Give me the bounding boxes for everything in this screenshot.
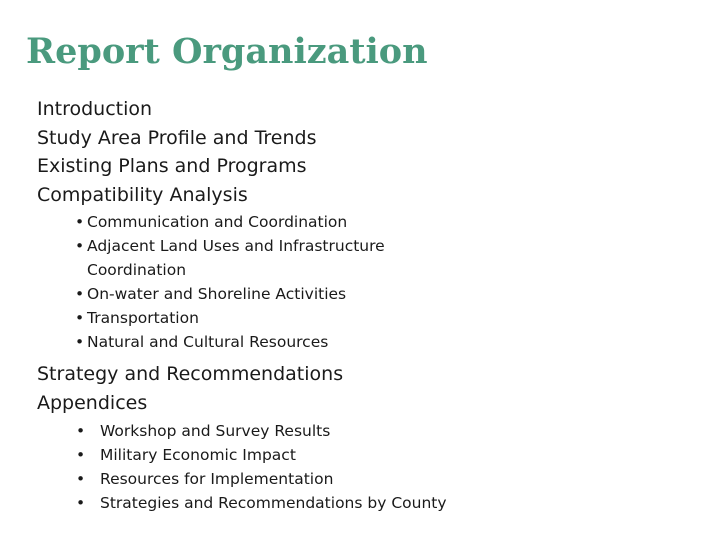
bullet-icon: • [75, 213, 85, 231]
list-item [76, 467, 697, 491]
list-item [75, 330, 417, 354]
outline-item-compatibility: Compatibility Analysis [37, 183, 248, 206]
bullet-icon: • [76, 446, 86, 464]
bullet-icon: • [76, 470, 86, 488]
outline-item-study-area: Study Area Profile and Trends [37, 126, 317, 149]
sublist-item-label: Communication and Coordination [87, 213, 348, 231]
bullet-icon: • [75, 285, 85, 303]
list-item [75, 282, 417, 306]
outline-item-introduction: Introduction [37, 98, 153, 120]
appendix-sublist [76, 417, 697, 515]
sublist-item-label: On-water and Shoreline Activities [87, 285, 347, 303]
sublist-item-label: Military Economic Impact [100, 446, 296, 464]
bullet-icon: • [76, 422, 86, 440]
list-item [76, 443, 697, 467]
outline-item-appendices: Appendices [37, 391, 148, 414]
list-item [75, 234, 417, 282]
bullet-icon: • [75, 309, 85, 327]
sublist-item-label: Workshop and Survey Results [100, 422, 331, 440]
list-item [76, 419, 697, 443]
outline-item-strategy: Strategy and Recommendations [37, 363, 344, 385]
bullet-icon: • [75, 333, 85, 351]
sublist-item-label: Resources for Implementation [100, 470, 334, 488]
sublist-item-label: Transportation [87, 309, 199, 327]
slide-title: Report Organization [26, 31, 428, 72]
compatibility-sublist [75, 209, 697, 360]
sublist-item-label: Natural and Cultural Resources [87, 333, 329, 351]
bullet-icon: • [75, 237, 85, 255]
bullet-icon: • [76, 494, 86, 512]
list-item [75, 210, 417, 234]
sublist-item-label: Adjacent Land Uses and Infrastructure Coordination [87, 237, 385, 279]
sublist-item-label: Strategies and Recommendations by County [100, 494, 447, 512]
outline-item-existing-plans: Existing Plans and Programs [37, 155, 307, 177]
list-item [76, 491, 697, 515]
outline [37, 95, 697, 515]
list-item [75, 306, 417, 330]
